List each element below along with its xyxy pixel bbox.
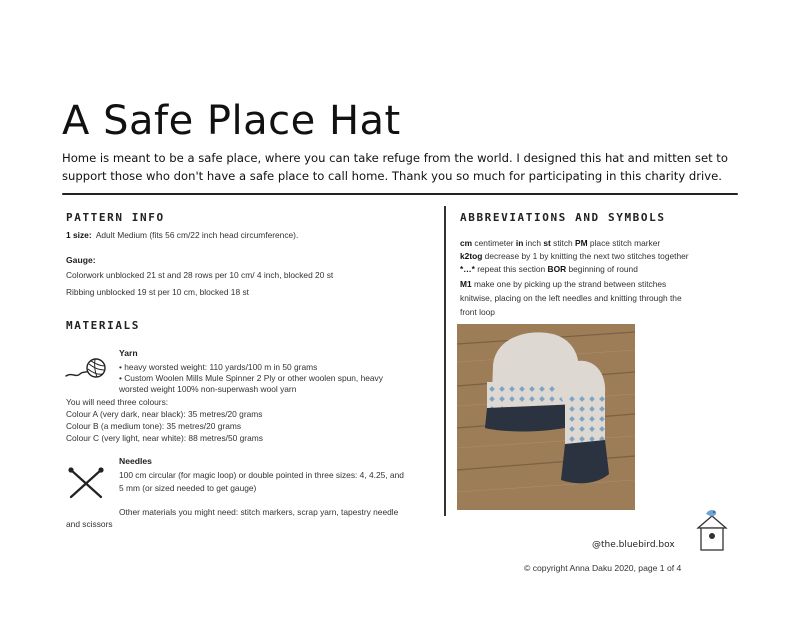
needles-line: 5 mm (or sized needed to get gauge) xyxy=(119,483,257,493)
size-value: Adult Medium (fits 56 cm/22 inch head circumference). xyxy=(95,230,299,240)
abbrev-key: k2tog xyxy=(460,251,483,261)
colour-line: Colour B (a medium tone): 35 metres/20 grams xyxy=(66,421,242,431)
abbrev-desc: place stitch marker xyxy=(587,238,661,248)
abbrev-line xyxy=(460,236,660,250)
abbrev-key: in xyxy=(515,238,524,248)
gauge-line: Colorwork unblocked 21 st and 28 rows per 10 cm/ 4 inch, blocked 20 st xyxy=(66,270,334,280)
abbrev-desc: centimeter xyxy=(472,238,516,248)
yarn-label: Yarn xyxy=(119,348,138,358)
brand-handle: @the.bluebird.box xyxy=(592,540,675,550)
colour-line: Colour A (very dark, near black): 35 metres/20 grams xyxy=(66,409,263,419)
gauge-label: Gauge: xyxy=(66,255,96,265)
other-materials-line: and scissors xyxy=(66,519,113,529)
yarn-line: worsted weight 100% non-superwash wool yarn xyxy=(119,384,297,394)
abbrev-key: BOR xyxy=(547,264,567,274)
abbrev-desc: make one by picking up the strand between stitches xyxy=(471,279,667,289)
abbrev-desc: decrease by 1 by knitting the next two stitches together xyxy=(482,251,689,261)
birdhouse-icon xyxy=(694,508,730,554)
hat-and-mitten-photo xyxy=(457,324,635,510)
abbrev-key: M1 xyxy=(460,279,472,289)
pattern-info-heading: PATTERN INFO xyxy=(66,211,165,224)
knitting-needles-icon xyxy=(66,465,106,501)
yarn-ball-icon xyxy=(64,356,108,382)
yarn-line: • Custom Woolen Mills Mule Spinner 2 Ply or other woolen spun, heavy xyxy=(119,373,383,383)
abbrev-line xyxy=(460,249,689,263)
abbrev-line: front loop xyxy=(460,307,495,317)
abbrev-desc: inch xyxy=(523,238,544,248)
intro-paragraph: Home is meant to be a safe place, where you can take refuge from the world. I designed this hat and mitten set to support those who don't have a safe place to call home. Thank you so much for participating in this charity drive. xyxy=(62,151,728,183)
gauge-line: Ribbing unblocked 19 st per 10 cm, blocked 18 st xyxy=(66,287,249,297)
abbrev-line xyxy=(460,262,638,276)
abbrev-desc: stitch xyxy=(550,238,576,248)
abbrev-line xyxy=(460,277,666,291)
colours-intro: You will need three colours: xyxy=(66,397,169,407)
column-divider xyxy=(444,206,446,516)
abbrev-desc: repeat this section xyxy=(474,264,548,274)
abbrev-line: knitwise, placing on the left needles and knitting through the xyxy=(460,293,682,303)
abbrev-key: *…* xyxy=(460,264,475,274)
needles-label: Needles xyxy=(119,456,152,466)
needles-line: 100 cm circular (for magic loop) or double pointed in three sizes: 4, 4.25, and xyxy=(119,470,404,480)
header-divider xyxy=(62,193,738,195)
abbrev-key: PM xyxy=(575,238,588,248)
size-label: 1 size: xyxy=(66,230,92,240)
copyright-line: © copyright Anna Daku 2020, page 1 of 4 xyxy=(524,563,682,573)
page-title: A Safe Place Hat xyxy=(62,98,401,144)
abbreviations-heading: ABBREVIATIONS AND SYMBOLS xyxy=(460,211,666,224)
size-line xyxy=(66,228,298,242)
yarn-line: • heavy worsted weight: 110 yards/100 m in 50 grams xyxy=(119,362,318,372)
abbrev-key: st xyxy=(543,238,551,248)
abbrev-desc: beginning of round xyxy=(566,264,638,274)
materials-heading: MATERIALS xyxy=(66,319,141,332)
abbrev-key: cm xyxy=(460,238,473,248)
other-materials-line: Other materials you might need: stitch markers, scrap yarn, tapestry needle xyxy=(119,507,399,517)
colour-line: Colour C (very light, near white): 88 metres/50 grams xyxy=(66,433,263,443)
